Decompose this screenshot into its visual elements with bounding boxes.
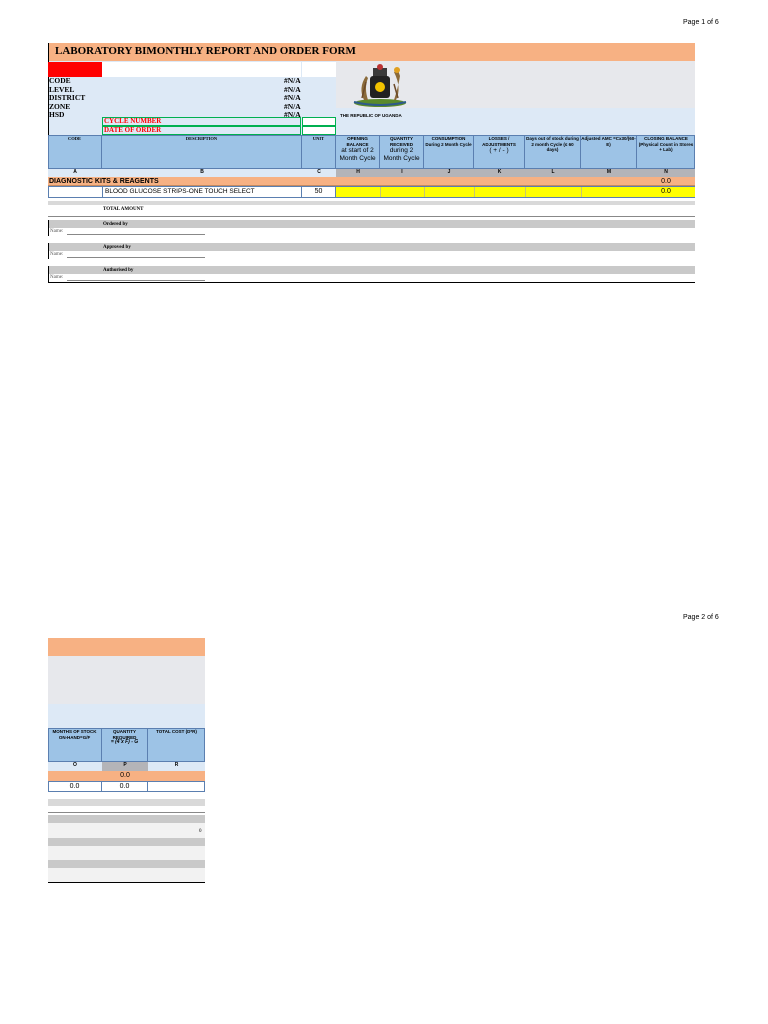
col-header-opening-balance: [336, 136, 380, 168]
page-2-info-block: [48, 704, 205, 728]
item-cell-divider: [581, 187, 582, 197]
field-label-code: CODE: [49, 76, 71, 85]
col-letter-a: A: [73, 169, 77, 175]
field-label-hsd: HSD: [49, 110, 65, 119]
page-2-authorised-area: [48, 868, 205, 882]
facility-name-field[interactable]: [102, 62, 301, 77]
page-1-label: Page 1 of 6: [683, 19, 719, 26]
ordered-by-name-line[interactable]: [67, 234, 205, 235]
facility-extra-field[interactable]: [302, 62, 336, 77]
col-header-quantity-received-line1: QUANTITY RECEIVED: [389, 136, 413, 147]
col-header-opening-balance-line2: at start of 2 Month Cycle: [339, 147, 376, 162]
authorised-by-name-label: Name:: [50, 275, 64, 280]
col-header-quantity-required: [102, 729, 148, 761]
item-cell-divider: [474, 187, 475, 197]
authorised-by-name-row: [48, 274, 300, 282]
item-total-cost: [148, 781, 205, 792]
page-2-separator-bar: [48, 799, 205, 806]
item-cell-divider: [380, 187, 381, 197]
page-2-total-line: [48, 812, 205, 813]
item-cell-divider: [424, 187, 425, 197]
page-2-grey-area: [48, 656, 205, 704]
page-2-ordered-area: [48, 823, 205, 838]
col-letter-i: I: [401, 169, 403, 175]
header-field-values: [284, 77, 314, 120]
approved-by-name-label: Name:: [50, 252, 64, 257]
red-flag-box: [48, 62, 102, 77]
total-amount-label: TOTAL AMOUNT: [103, 207, 144, 212]
ordered-by-band: [48, 220, 695, 228]
authorised-by-label: Authorised by: [103, 268, 134, 273]
col-header-quantity-received: [380, 136, 424, 168]
col-header-opening-balance-line1: OPENING BALANCE: [346, 136, 369, 147]
col-header-consumption: CONSUMPTION During 2 Month Cycle: [424, 136, 474, 168]
approved-by-band: [48, 243, 695, 251]
col-header-days-out-of-stock: Days out of stock during 2 month Cycle (≤ 60 days): [525, 136, 581, 168]
cycle-number-label: CYCLE NUMBER: [102, 117, 301, 126]
col-letter-n: N: [664, 169, 668, 175]
field-label-zone: ZONE: [49, 101, 71, 111]
col-header-adjusted-amc: Adjusted AMC =Cx30/(60-E): [581, 136, 637, 168]
col-header-unit: UNIT: [302, 136, 336, 168]
approved-by-label: Approved by: [103, 245, 131, 250]
page-2-authorised-band: [48, 860, 205, 868]
category-closing-balance: 0.0: [661, 178, 671, 185]
field-label-district: DISTRICT: [49, 93, 86, 102]
form-title: LABORATORY BIMONTHLY REPORT AND ORDER FORM: [55, 45, 356, 57]
col-letter-r: R: [174, 762, 179, 768]
page-2-title-bar: [48, 638, 205, 656]
cycle-number-input[interactable]: [302, 117, 336, 126]
item-description: BLOOD GLUCOSE STRIPS-ONE TOUCH SELECT: [102, 186, 302, 198]
item-input-cells[interactable]: [336, 187, 637, 197]
ordered-by-name-row: [48, 228, 300, 236]
col-letter-b: B: [200, 169, 204, 175]
col-header-losses-line1: LOSSES / ADJUSTMENTS: [482, 136, 516, 147]
field-value-district: #N/A: [284, 93, 301, 102]
page-2-bottom-border: [48, 882, 205, 883]
field-value-zone: #N/A: [284, 101, 301, 111]
col-letter-c: C: [317, 169, 321, 175]
approved-by-name-row: [48, 251, 300, 259]
col-letter-k: K: [497, 169, 502, 175]
item-closing-balance: 0.0: [637, 187, 695, 197]
item-quantity-required: 0.0: [102, 781, 148, 792]
emblem-caption: THE REPUBLIC OF UGANDA: [340, 113, 402, 118]
item-months-of-stock: 0.0: [48, 781, 102, 792]
page-2-approved-area: [48, 846, 205, 860]
col-header-losses-line2: ( + / - ): [489, 147, 509, 154]
authorised-by-name-line[interactable]: [67, 280, 205, 281]
uganda-coat-of-arms-icon: [340, 62, 420, 118]
col-header-description: DESCRIPTION: [102, 136, 302, 168]
page-2-approved-band: [48, 838, 205, 846]
page-2-label: Page 2 of 6: [683, 614, 719, 621]
col-header-losses: [474, 136, 525, 168]
col-header-code: CODE: [48, 136, 102, 168]
field-value-code: #N/A: [284, 76, 301, 85]
col-header-months-of-stock: MONTHS OF STOCK ON-HAND=G/F: [48, 729, 102, 761]
field-label-level: LEVEL: [49, 84, 75, 94]
col-letter-p: P: [123, 762, 127, 768]
category-label: DIAGNOSTIC KITS & REAGENTS: [49, 178, 159, 185]
header-field-labels: [49, 77, 129, 120]
ordered-by-label: Ordered by: [103, 222, 128, 227]
field-value-hsd: #N/A: [284, 110, 301, 119]
separator-bar: [48, 201, 695, 205]
form-title-bar: [48, 43, 695, 61]
col-letter-o: O: [73, 762, 77, 768]
page-2-total-value: 0: [199, 829, 202, 834]
col-letter-h: H: [356, 169, 360, 175]
col-letter-l: L: [551, 169, 555, 175]
ordered-by-name-label: Name:: [50, 229, 64, 234]
col-header-quantity-required-line2: = (4 x F) - G: [110, 739, 139, 745]
item-unit: 50: [302, 186, 336, 198]
total-line: [48, 216, 695, 217]
col-header-quantity-received-line2: during 2 Month Cycle: [383, 147, 420, 162]
col-header-total-cost: TOTAL COST (D*R): [156, 729, 197, 734]
date-of-order-label: DATE OF ORDER: [102, 126, 301, 135]
col-header-quantity-required-line1: QUANTITY REQUIRED: [112, 729, 137, 740]
col-letter-j: J: [447, 169, 451, 175]
item-cell-divider: [525, 187, 526, 197]
page-2-ordered-band: [48, 815, 205, 823]
col-letter-m: M: [606, 169, 612, 175]
page-1-bottom-border: [48, 282, 695, 283]
approved-by-name-line[interactable]: [67, 257, 205, 258]
col-header-closing-balance: CLOSING BALANCE (Physical Count in Stores + Lab): [638, 136, 694, 152]
category-quantity-required: 0.0: [120, 772, 130, 779]
field-value-level: #N/A: [284, 84, 301, 94]
date-of-order-input[interactable]: [302, 126, 336, 135]
authorised-by-band: [48, 266, 695, 274]
